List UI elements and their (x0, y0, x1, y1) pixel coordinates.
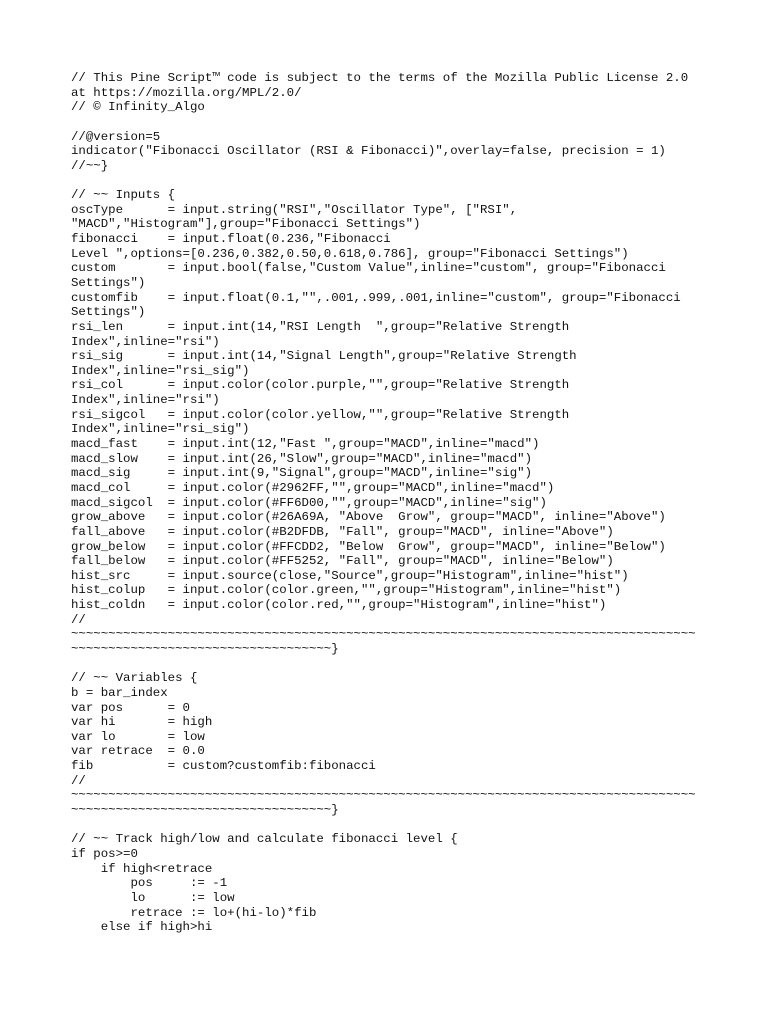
code-line: rsi_len = input.int(14,"RSI Length ",group="Relative Strength (71, 319, 570, 334)
code-line: ~~~~~~~~~~~~~~~~~~~~~~~~~~~~~~~~~~~~~~~~~~~~~~~~~~~~~~~~~~~~~~~~~~~~~~~~~~~~~~~~~~~~ (71, 788, 696, 803)
code-line: ~~~~~~~~~~~~~~~~~~~~~~~~~~~~~~~~~~~} (71, 803, 339, 818)
code-line: rsi_sig = input.int(14,"Signal Length",group="Relative Strength (71, 349, 577, 364)
code-line: pos := -1 (71, 876, 228, 891)
code-line: custom = input.bool(false,"Custom Value",inline="custom", group="Fibonacci (71, 261, 666, 276)
code-line: hist_coldn = input.color(color.red,"",group="Histogram",inline="hist") (71, 598, 607, 613)
code-line: Index",inline="rsi") (71, 393, 220, 408)
code-line: fall_below = input.color(#FF5252, "Fall", group="MACD", inline="Below") (71, 554, 614, 569)
code-line: var hi = high (71, 715, 213, 730)
code-line: // (71, 773, 86, 788)
code-line: ~~~~~~~~~~~~~~~~~~~~~~~~~~~~~~~~~~~} (71, 641, 339, 656)
code-line: macd_col = input.color(#2962FF,"",group="MACD",inline="macd") (71, 480, 555, 495)
code-line: "MACD","Histogram"],group="Fibonacci Settings") (71, 217, 421, 232)
code-line: lo := low (71, 890, 235, 905)
code-line: // (71, 612, 86, 627)
code-line: else if high>hi (71, 920, 213, 935)
code-line: if high<retrace (71, 861, 213, 876)
code-line: Index",inline="rsi_sig") (71, 363, 250, 378)
code-line (71, 818, 711, 833)
code-line: at https://mozilla.org/MPL/2.0/ (71, 85, 302, 100)
code-line: macd_sig = input.int(9,"Signal",group="MACD",inline="sig") (71, 466, 533, 481)
code-line: // ~~ Track high/low and calculate fibonacci level { (71, 832, 458, 847)
code-line: fibonacci = input.float(0.236,"Fibonacci (71, 232, 391, 247)
code-line: hist_colup = input.color(color.green,"",group="Histogram",inline="hist") (71, 583, 622, 598)
code-line: fib = custom?customfib:fibonacci (71, 759, 376, 774)
code-line: macd_slow = input.int(26,"Slow",group="MACD",inline="macd") (71, 451, 533, 466)
code-line: Index",inline="rsi_sig") (71, 422, 250, 437)
code-line: grow_above = input.color(#26A69A, "Above Grow", group="MACD", inline="Above") (71, 510, 666, 525)
code-line: Settings") (71, 305, 146, 320)
code-line: rsi_sigcol = input.color(color.yellow,"",group="Relative Strength (71, 407, 570, 422)
code-line: fall_above = input.color(#B2DFDB, "Fall", group="MACD", inline="Above") (71, 524, 614, 539)
code-line: var pos = 0 (71, 700, 190, 715)
code-line (71, 173, 711, 188)
code-line: Index",inline="rsi") (71, 334, 220, 349)
code-line: Settings") (71, 275, 146, 290)
code-line: customfib = input.float(0.1,"",.001,.999,.001,inline="custom", group="Fibonacci (71, 290, 681, 305)
code-listing (71, 71, 711, 935)
code-line: hist_src = input.source(close,"Source",group="Histogram",inline="hist") (71, 568, 629, 583)
code-line: if pos>=0 (71, 846, 138, 861)
code-line: var retrace = 0.0 (71, 744, 205, 759)
code-line: indicator("Fibonacci Oscillator (RSI & Fibonacci)",overlay=false, precision = 1) (71, 144, 666, 159)
code-line (71, 115, 711, 130)
code-line: grow_below = input.color(#FFCDD2, "Below Grow", group="MACD", inline="Below") (71, 539, 666, 554)
code-line: // ~~ Inputs { (71, 188, 176, 203)
code-line: // This Pine Script™ code is subject to the terms of the Mozilla Public License 2.0 (71, 71, 689, 85)
code-line: // ~~ Variables { (71, 671, 198, 686)
code-line: //~~} (71, 158, 109, 173)
code-line: macd_sigcol = input.color(#FF6D00,"",group="MACD",inline="sig") (71, 495, 547, 510)
code-line: b = bar_index (71, 685, 168, 700)
code-line: retrace := lo+(hi-lo)*fib (71, 905, 317, 920)
code-line: rsi_col = input.color(color.purple,"",group="Relative Strength (71, 378, 570, 393)
code-line: //@version=5 (71, 129, 161, 144)
code-line: ~~~~~~~~~~~~~~~~~~~~~~~~~~~~~~~~~~~~~~~~~~~~~~~~~~~~~~~~~~~~~~~~~~~~~~~~~~~~~~~~~~~~ (71, 627, 696, 642)
code-line: // © Infinity_Algo (71, 100, 205, 115)
code-line: var lo = low (71, 729, 205, 744)
code-line: macd_fast = input.int(12,"Fast ",group="MACD",inline="macd") (71, 437, 540, 452)
code-line (71, 657, 711, 672)
code-line: oscType = input.string("RSI","Oscillator Type", ["RSI", (71, 202, 518, 217)
code-line: Level ",options=[0.236,0.382,0.50,0.618,0.786], group="Fibonacci Settings") (71, 246, 629, 261)
